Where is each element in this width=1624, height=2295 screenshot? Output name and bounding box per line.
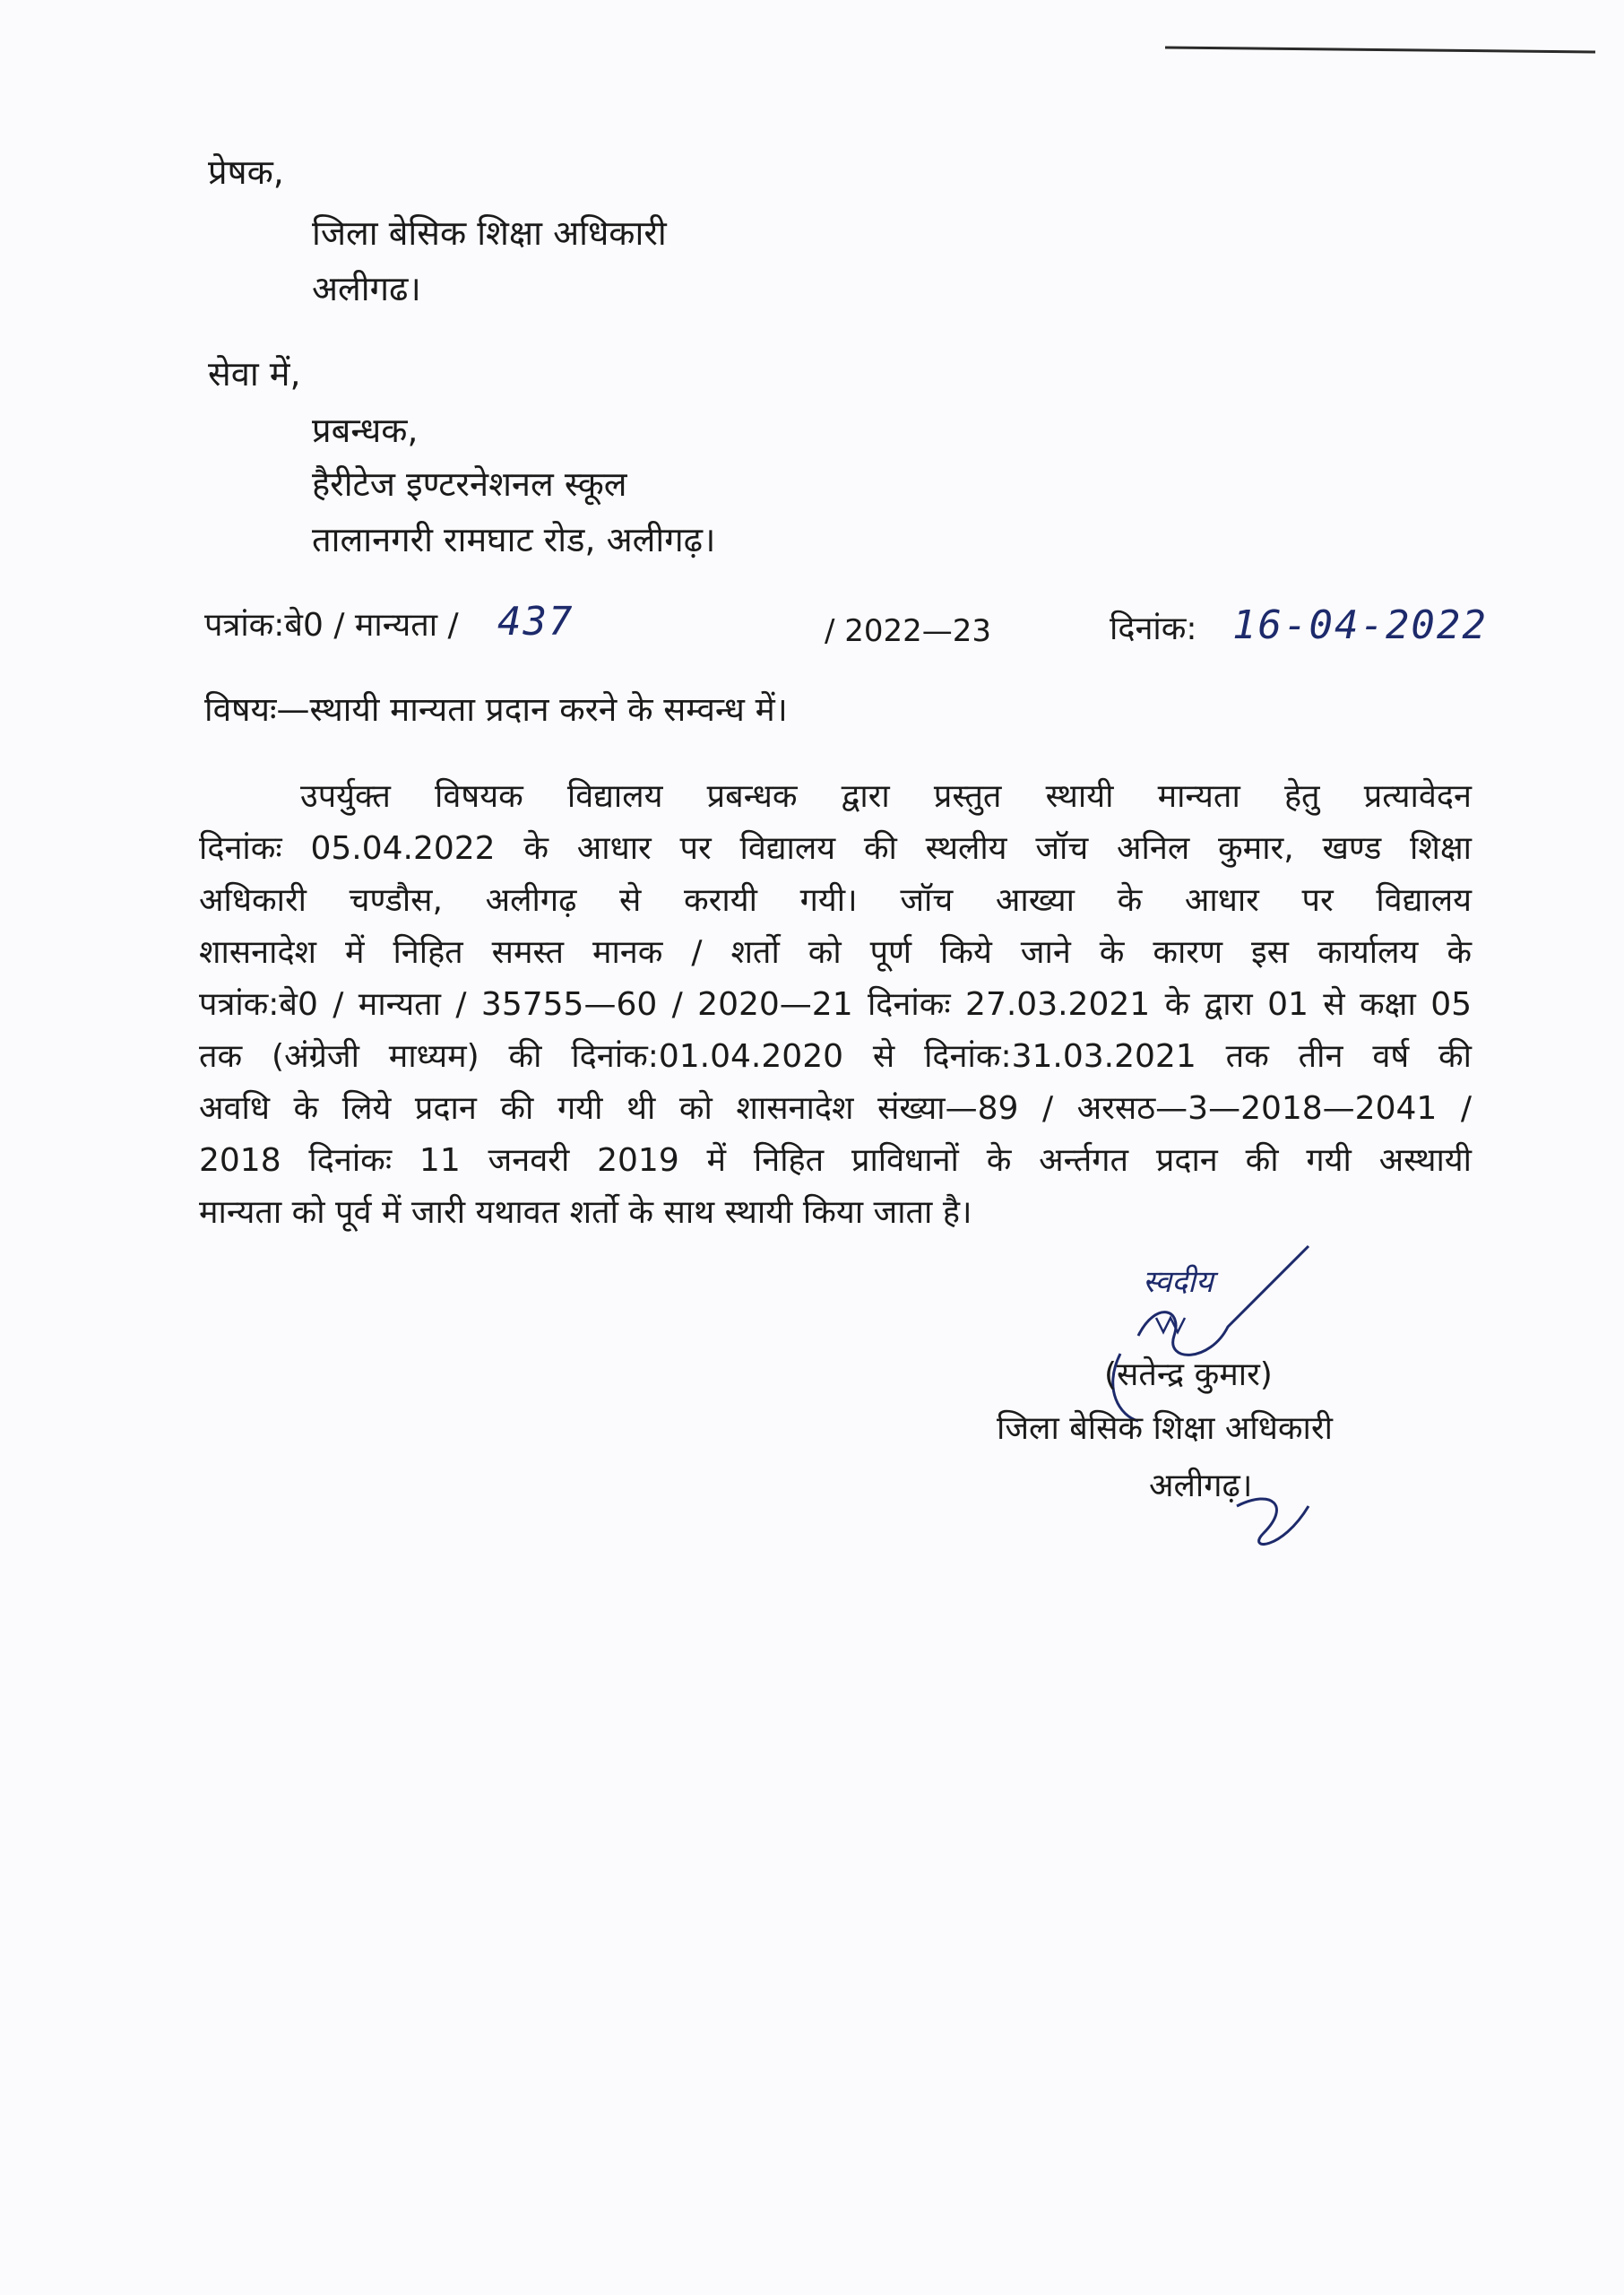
recipient-line-1: प्रबन्धक,	[312, 411, 419, 450]
body-line: मान्यता को पूर्व में जारी यथावत शर्तो के साथ स्थायी किया जाता है।	[199, 1194, 972, 1231]
body-line: उपर्युक्त विषयक विद्यालय प्रबन्धक द्वारा प्रस्तुत स्थायी मान्यता हेतु प्रत्यावेदन	[300, 778, 1472, 815]
top-rule	[1165, 46, 1595, 53]
body-line: शासनादेश में निहित समस्त मानक / शर्तो को पूर्ण किये जाने के कारण इस कार्यालय के	[199, 934, 1472, 971]
reference-date: 16-04-2022	[1232, 602, 1488, 648]
body-line: 2018 दिनांकः 11 जनवरी 2019 में निहित प्राविधानों के अर्न्तगत प्रदान की गयी अस्थायी	[199, 1142, 1472, 1179]
signatory-designation: जिला बेसिक शिक्षा अधिकारी	[997, 1410, 1333, 1447]
sender-place: अलीगढ।	[312, 269, 421, 308]
recipient-line-3: तालानगरी रामघाट रोड, अलीगढ़।	[312, 520, 716, 559]
sender-label: प्रेषक,	[208, 152, 284, 192]
body-line: पत्रांक:बे0 / मान्यता / 35755—60 / 2020—21 दिनांकः 27.03.2021 के द्वारा 01 से कक्षा 05	[199, 986, 1472, 1023]
recipient-line-2: हैरीटेज इण्टरनेशनल स्कूल	[312, 464, 627, 504]
body-line: तक (अंग्रेजी माध्यम) की दिनांक:01.04.2020 से दिनांक:31.03.2021 तक तीन वर्ष की	[199, 1038, 1472, 1075]
reference-prefix: पत्रांक:बे0 / मान्यता /	[204, 607, 459, 644]
signature-stamp-text: स्वदीय	[1143, 1264, 1214, 1300]
reference-number: 437	[497, 599, 574, 645]
subject-line: विषयः—स्थायी मान्यता प्रदान करने के सम्वन्ध में।	[204, 690, 788, 729]
reference-year: / 2022—23	[825, 613, 992, 649]
body-line: अवधि के लिये प्रदान की गयी थी को शासनादेश संख्या—89 / अरसठ—3—2018—2041 /	[199, 1090, 1472, 1127]
signatory-place: अलीगढ़।	[1149, 1468, 1253, 1504]
recipient-label: सेवा में,	[208, 354, 301, 394]
reference-date-label: दिनांक:	[1110, 611, 1197, 647]
body-line: अधिकारी चण्डौस, अलीगढ़ से करायी गयी। जॉच आख्या के आधार पर विद्यालय	[199, 882, 1472, 919]
sender-title: जिला बेसिक शिक्षा अधिकारी	[312, 213, 667, 253]
body-line: दिनांकः 05.04.2022 के आधार पर विद्यालय की स्थलीय जॉच अनिल कुमार, खण्ड शिक्षा	[199, 830, 1472, 867]
signatory-name: (सतेन्द्र कुमार)	[1104, 1356, 1273, 1393]
